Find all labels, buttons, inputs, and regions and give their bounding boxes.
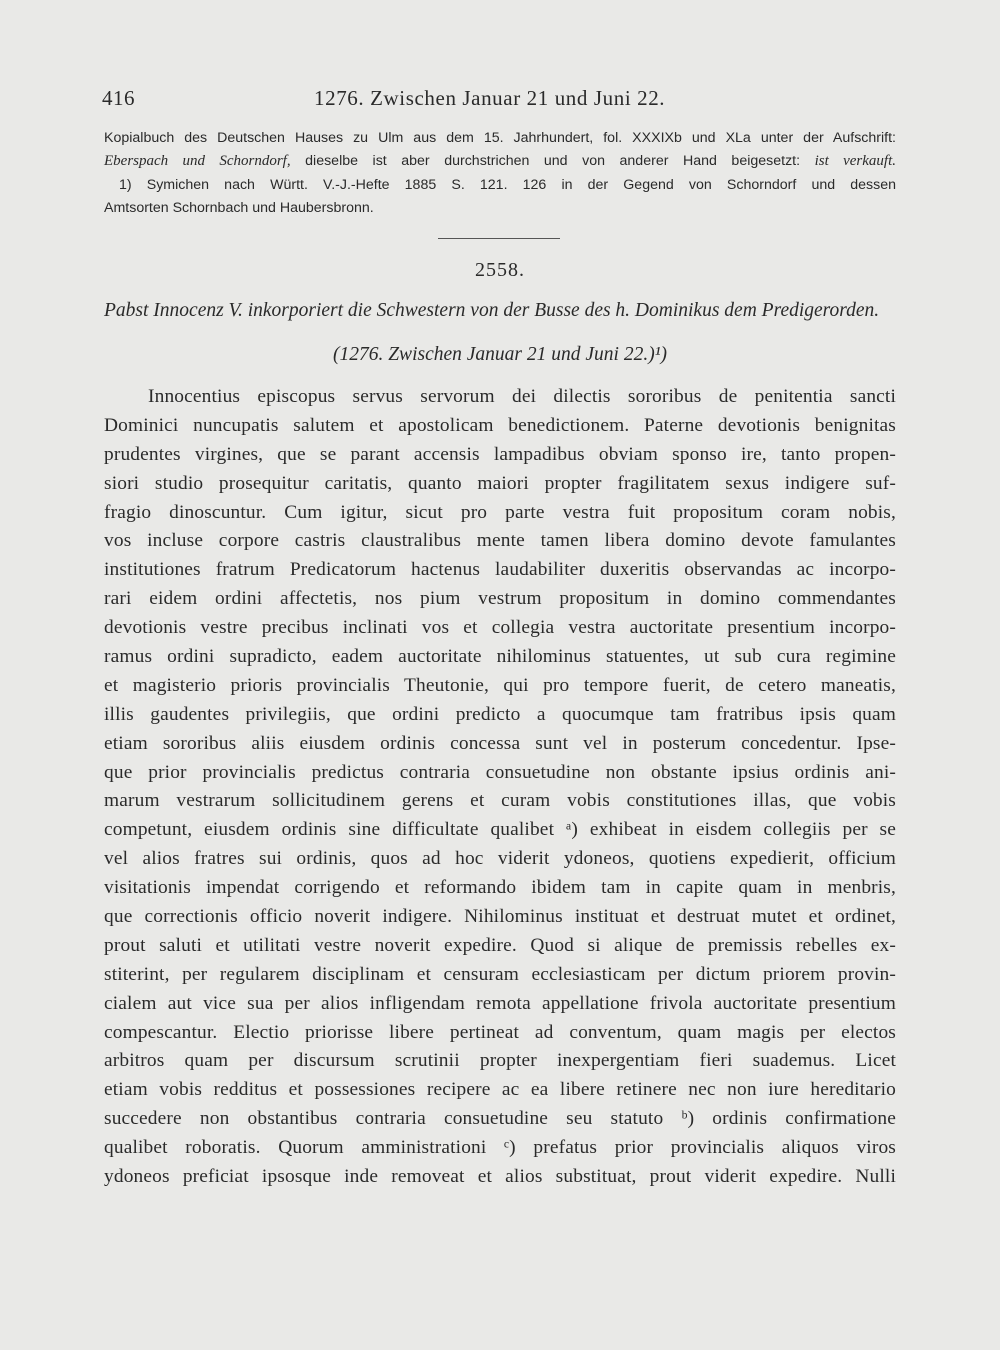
body-line: Innocentius episcopus servus servorum dei dilectis sororibus de penitentia sancti [148, 386, 896, 407]
body-line: prudentes virgines, que se parant accensis lampadibus obviam sponso ire, tanto propen- [104, 443, 896, 465]
body-line: compescantur. Electio priorisse libere pertineat ad conventum, quam magis per electos [104, 1021, 896, 1043]
body-line: marum vestrarum sollicitudinem gerens et curam vobis constitutiones illas, que vobis [104, 790, 896, 812]
body-line: vel alios fratres sui ordinis, quos ad hoc viderit ydoneos, quotiens expedierit, officium [104, 848, 896, 870]
body-line: illis gaudentes privilegiis, que ordini predicto a quocumque tam fratribus ipsis quam [104, 703, 896, 725]
document-regest: Pabst Innocenz V. inkorporiert die Schwestern von der Busse des h. Dominikus dem Predigerorden. [104, 300, 880, 321]
body-line: que prior provincialis predictus contraria consuetudine non obstante ipsius ordinis ani- [104, 761, 896, 783]
body-line: visitationis impendat corrigendo et reformando ibidem tam in capite quam in menbris, [104, 877, 896, 899]
body-line: rari eidem ordini affectetis, nos pium vestrum propositum in domino commendantes [104, 588, 896, 610]
body-line: vos incluse corpore castris claustralibus mente tamen libera domino devote famulantes [104, 530, 896, 552]
body-line: que correctionis officio noverit indigere. Nihilominus instituat et destruat mutet et ordinet, [104, 906, 896, 928]
body-line: arbitros quam per discursum scrutinii propter inexpergentiam fieri suademus. Licet [104, 1050, 896, 1072]
source-note-line [104, 150, 896, 173]
body-line: qualibet roboratis. Quorum amministrationi ᶜ) prefatus prior provincialis aliquos viros [104, 1137, 896, 1159]
body-line: etiam vobis redditus et possessiones recipere ac ea libere retinere nec non iure hereditario [104, 1079, 896, 1101]
body-line: fragio dinoscuntur. Cum igitur, sicut pro parte vestra fuit propositum coram nobis, [104, 501, 896, 523]
footnote-line: Amtsorten Schornbach und Haubersbronn. [104, 200, 374, 217]
body-line: Dominici nuncupatis salutem et apostolicam benedictionem. Paterne devotionis benignitas [104, 414, 896, 436]
body-line: ramus ordini supradicto, eadem auctoritate nihilominus statuentes, ut sub cura regimine [104, 646, 896, 668]
footnote-line: 1) Symichen nach Württ. V.-J.-Hefte 1885 S. 121. 126 in der Gegend von Schorndorf und dessen [119, 176, 896, 193]
body-line: stiterint, per regularem disciplinam et censuram ecclesiasticam per dictum priorem provin- [104, 963, 896, 985]
source-note-italic: Eberspach und Schorndorf, [104, 153, 291, 170]
source-note-line: Kopialbuch des Deutschen Hauses zu Ulm aus dem 15. Jahrhundert, fol. XXXIXb und XLa unter der Aufschrift: [104, 130, 896, 146]
body-line: siori studio prosequitur caritatis, quanto maiori propter fragilitatem sexus indigere suf- [104, 472, 896, 494]
source-notes [104, 127, 896, 221]
body-line: etiam sororibus aliis eiusdem ordinis concessa sunt vel in posterum concedentur. Ipse- [104, 732, 896, 754]
body-line: prout saluti et utilitati vestre noverit expedire. Quod si alique de premissis rebelles ex- [104, 934, 896, 956]
body-line: succedere non obstantibus contraria consuetudine seu statuto ᵇ) ordinis confirmatione [104, 1108, 896, 1130]
body-line: institutiones fratrum Predicatorum hactenus laudabiliter duxeritis observandas ac incorpo- [104, 559, 896, 581]
section-divider [438, 238, 560, 239]
document-body [104, 383, 896, 1192]
body-line: ydoneos preficiat ipsosque inde removeat et alios substituat, prout viderit expedire. Nulli [104, 1166, 896, 1188]
running-title: 1276. Zwischen Januar 21 und Juni 22. [314, 86, 666, 110]
source-note-italic-end: ist verkauft. [814, 153, 897, 170]
body-line: et magisterio prioris provincialis Theutonie, qui pro tempore fuerit, de cetero maneatis, [104, 674, 896, 696]
source-note-text: dieselbe ist aber durchstrichen und von anderer Hand beigesetzt: [290, 153, 815, 170]
document-date: (1276. Zwischen Januar 21 und Juni 22.)¹) [332, 344, 668, 365]
document-number: 2558. [475, 259, 525, 281]
page-number: 416 [102, 86, 135, 110]
body-line: competunt, eiusdem ordinis sine difficultate qualibet ᵃ) exhibeat in eisdem collegiis per se [104, 819, 896, 841]
running-head [102, 86, 892, 116]
body-line: cialem aut vice sua per alios infligendam remota appellatione frivola auctoritate presentium [104, 992, 896, 1014]
body-line: devotionis vestre precibus inclinati vos et collegia vestra auctoritate presentium incorpo- [104, 617, 896, 639]
